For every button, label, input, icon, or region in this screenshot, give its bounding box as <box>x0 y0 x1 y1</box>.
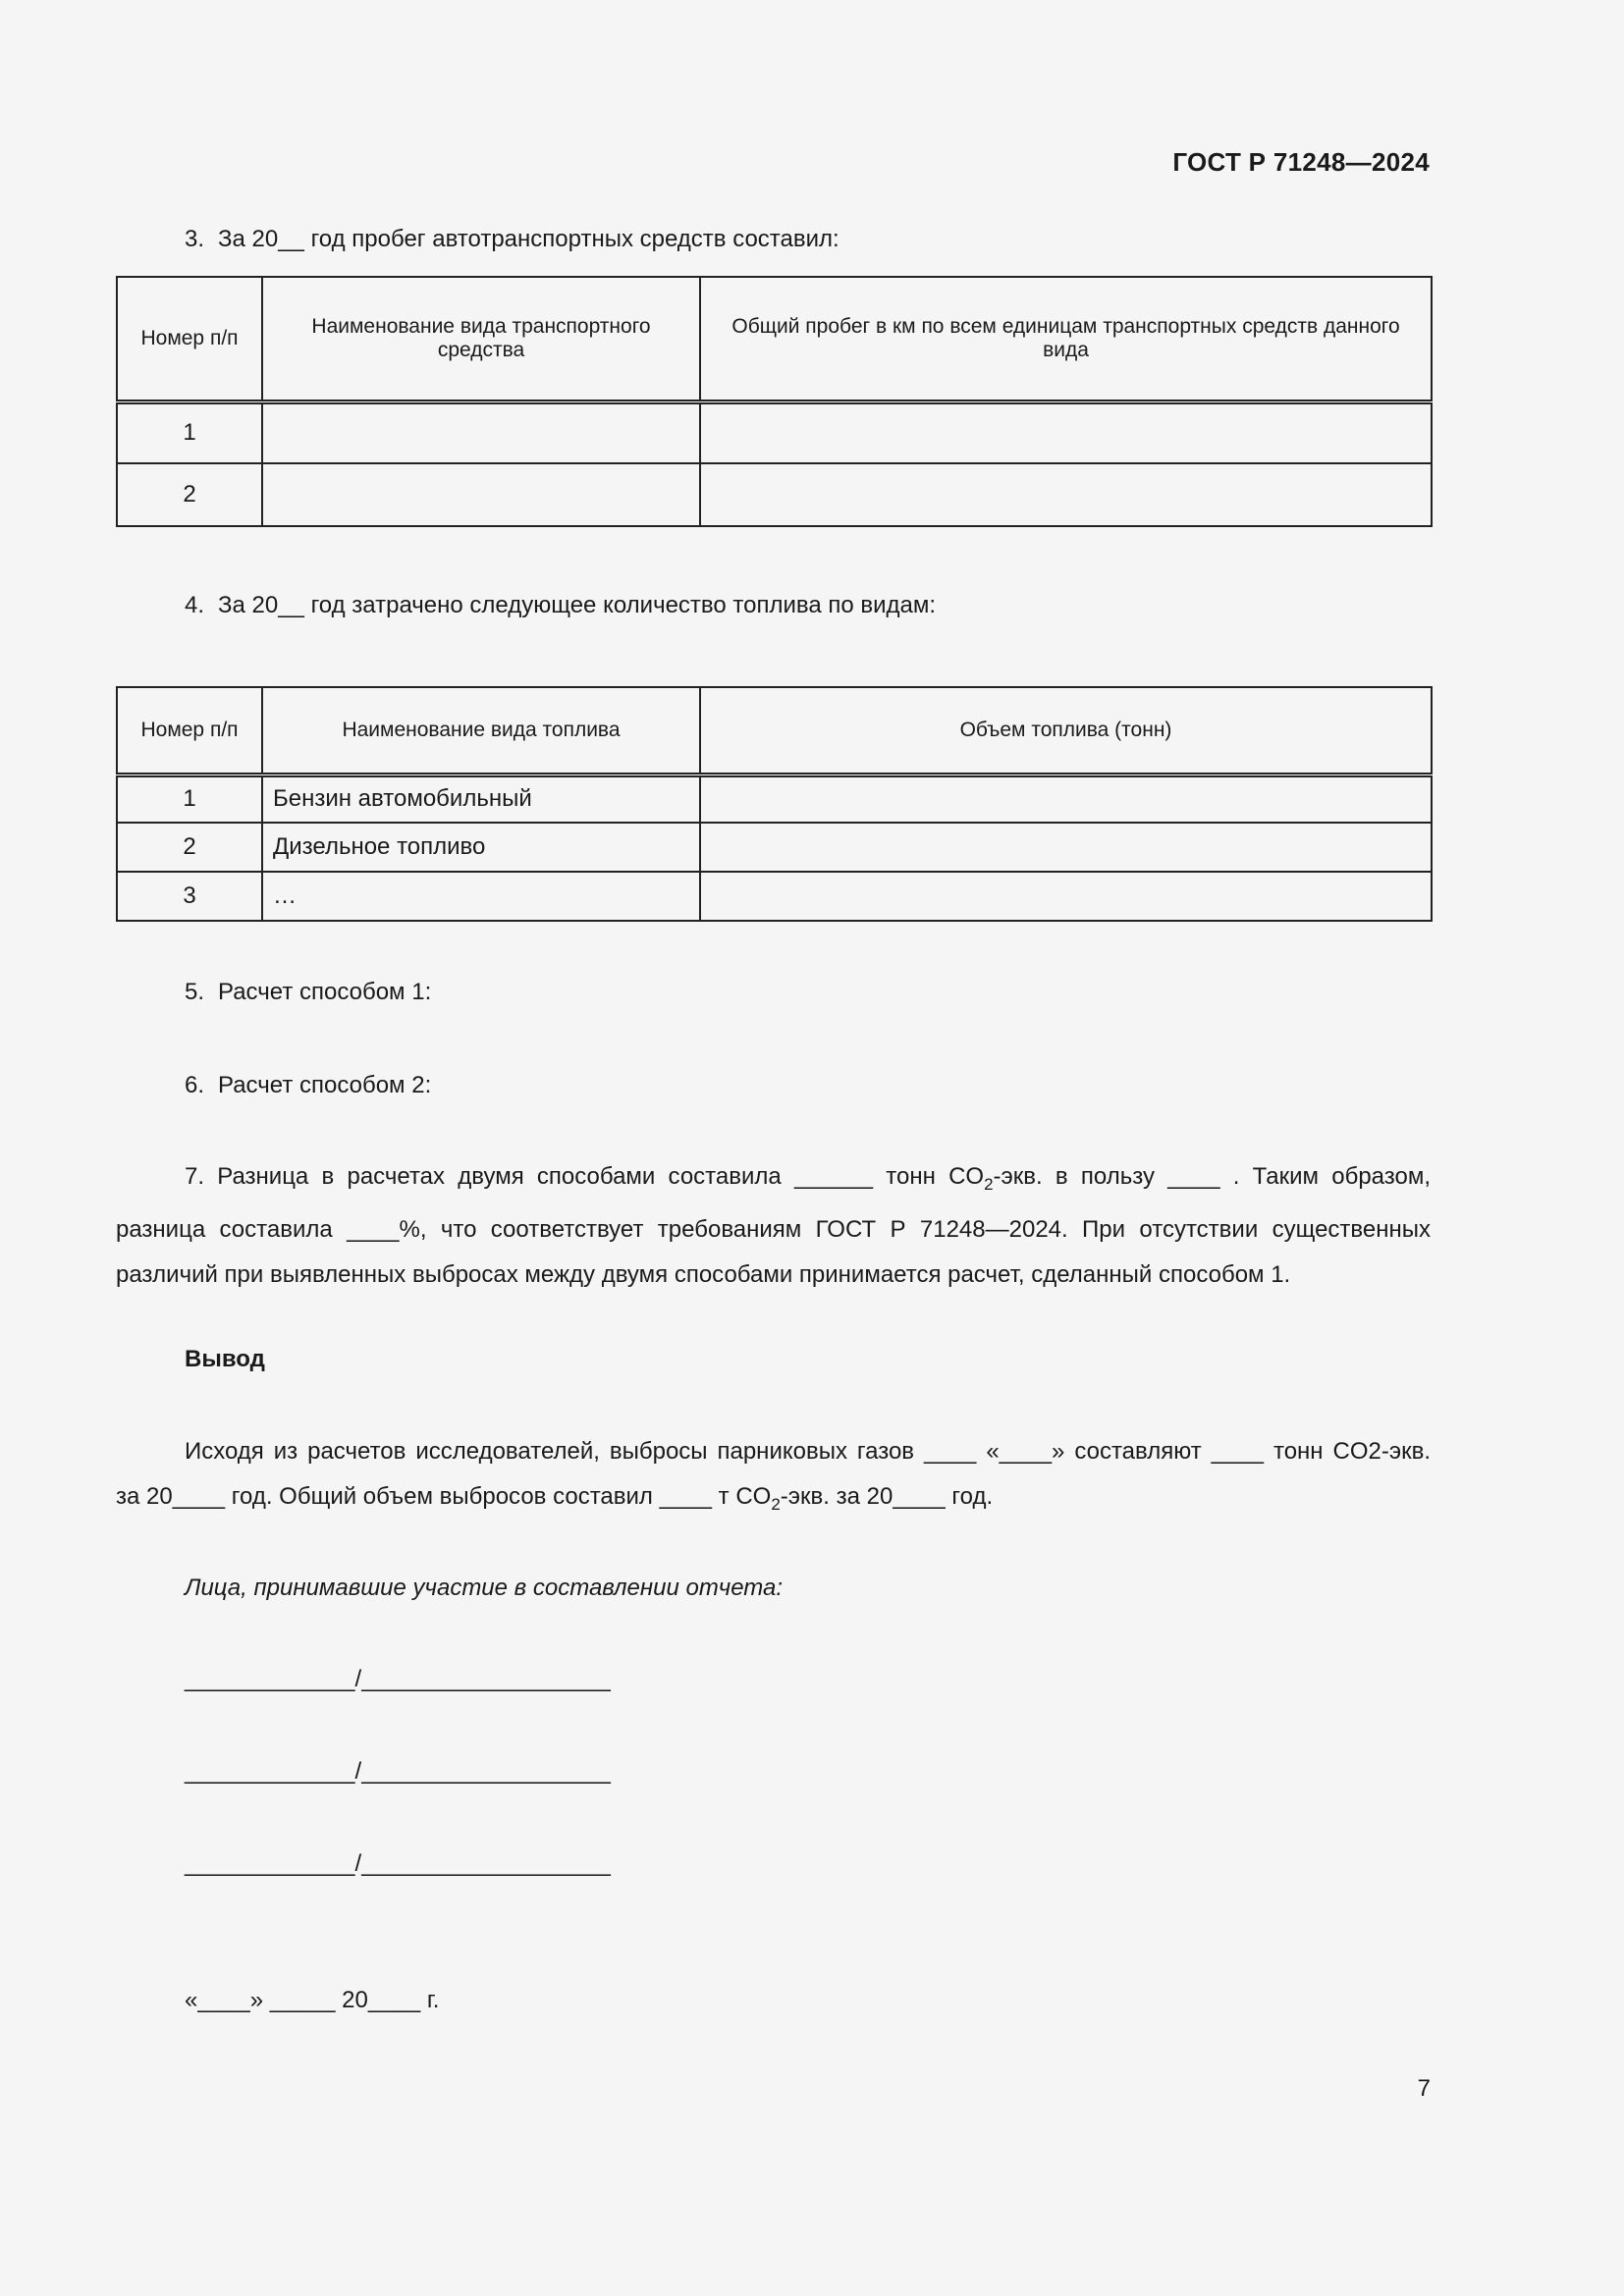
row-fuel-cell: Бензин автомобильный <box>262 774 700 823</box>
document-code-header: ГОСТ Р 71248—2024 <box>1172 147 1430 177</box>
item-7-text-b: -экв. в пользу ____ . Таким образом, <box>993 1163 1431 1190</box>
conclusion-paragraph <box>116 1429 1431 1527</box>
signature-line: _____________/___________________ <box>185 1850 611 1877</box>
item-3-text: За 20__ год пробег автотранспортных средств составил: <box>218 226 839 252</box>
row-fuel-cell: … <box>262 872 700 921</box>
item-5-text: Расчет способом 1: <box>218 979 432 1005</box>
row-volume-cell <box>700 823 1432 872</box>
header-cell-total-mileage: Общий пробег в км по всем единицам транспортных средств данного вида <box>700 277 1432 401</box>
header-cell-number: Номер п/п <box>117 687 262 774</box>
header-cell-fuel-type: Наименование вида топлива <box>262 687 700 774</box>
item-5-number: 5. <box>185 979 205 1005</box>
item-4-number: 4. <box>185 592 205 618</box>
item-7-rest: разница составила ____%, что соответствует требованиям ГОСТ Р 71248—2024. При отсутствии существенных различий при выявленных выбросах между двумя способами принимается расчет, сделанный способом 1. <box>116 1215 1431 1288</box>
item-6 <box>185 1072 431 1099</box>
header-cell-fuel-volume: Объем топлива (тонн) <box>700 687 1432 774</box>
item-5 <box>185 979 431 1006</box>
signature-line: _____________/___________________ <box>185 1758 611 1785</box>
participants-label: Лица, принимавшие участие в составлении отчета: <box>185 1575 784 1601</box>
conclusion-text-2a: за 20____ год. Общий объем выбросов составил ____ т CO <box>116 1483 772 1510</box>
row-number-cell: 2 <box>117 823 262 872</box>
mileage-table <box>116 276 1433 527</box>
row-volume-cell <box>700 774 1432 823</box>
fuel-table <box>116 686 1433 922</box>
header-cell-vehicle-type: Наименование вида транспортного средства <box>262 277 700 401</box>
row-number-cell: 1 <box>117 774 262 823</box>
row-mileage-cell <box>700 401 1432 463</box>
table-header-row <box>117 277 1432 401</box>
item-7-line-1 <box>116 1154 1431 1207</box>
item-4 <box>185 592 936 619</box>
item-7-paragraph <box>116 1154 1431 1298</box>
table-row <box>117 401 1432 463</box>
row-number-cell: 3 <box>117 872 262 921</box>
subscript-2: 2 <box>984 1174 994 1194</box>
subscript-2: 2 <box>771 1494 781 1514</box>
item-7-text-a: 7. Разница в расчетах двумя способами составила ______ тонн CO <box>185 1163 985 1190</box>
row-fuel-cell: Дизельное топливо <box>262 823 700 872</box>
item-3 <box>185 226 839 253</box>
conclusion-text-1: Исходя из расчетов исследователей, выбросы парниковых газов ____ «____» составляют ____ тонн CO2-экв. <box>185 1438 1431 1465</box>
row-number-cell: 1 <box>117 401 262 463</box>
table-row <box>117 872 1432 921</box>
conclusion-title: Вывод <box>185 1346 265 1372</box>
table-row <box>117 774 1432 823</box>
table-row <box>117 463 1432 526</box>
item-6-text: Расчет способом 2: <box>218 1072 432 1098</box>
row-vehicle-cell <box>262 401 700 463</box>
signature-line: _____________/___________________ <box>185 1666 611 1692</box>
row-mileage-cell <box>700 463 1432 526</box>
item-4-text: За 20__ год затрачено следующее количество топлива по видам: <box>218 592 937 618</box>
conclusion-text-2b: -экв. за 20____ год. <box>780 1483 994 1510</box>
table-header-row <box>117 687 1432 774</box>
conclusion-line-1 <box>116 1429 1431 1474</box>
date-line: «____» _____ 20____ г. <box>185 1987 440 2013</box>
page-number: 7 <box>1417 2075 1431 2102</box>
header-cell-number: Номер п/п <box>117 277 262 401</box>
row-number-cell: 2 <box>117 463 262 526</box>
row-volume-cell <box>700 872 1432 921</box>
item-6-number: 6. <box>185 1072 205 1098</box>
item-3-number: 3. <box>185 226 205 252</box>
table-row <box>117 823 1432 872</box>
row-vehicle-cell <box>262 463 700 526</box>
conclusion-line-2 <box>116 1474 1431 1527</box>
